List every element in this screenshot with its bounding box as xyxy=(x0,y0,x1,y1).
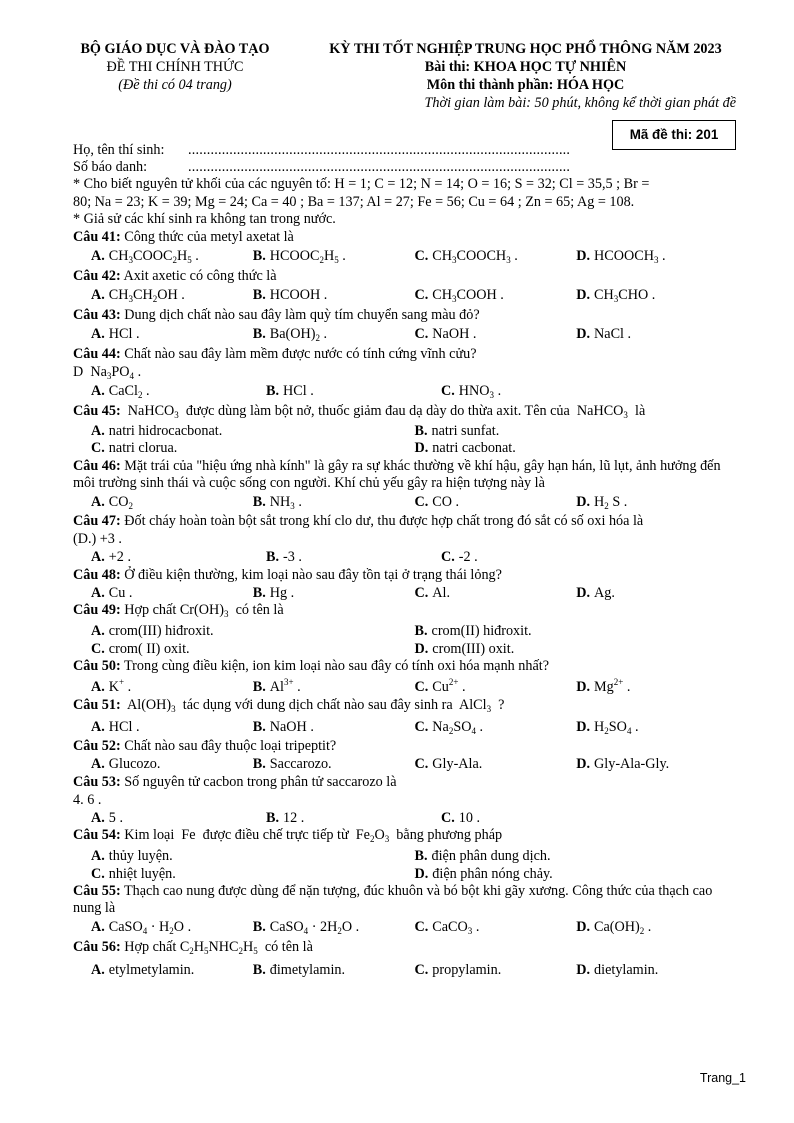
option-a[interactable]: A. $CH_3CH_2OH$ . xyxy=(91,287,185,305)
option-b[interactable]: B. đimetylamin. xyxy=(252,961,346,978)
question-42: Câu 42: Axit axetic có công thức là xyxy=(73,267,277,284)
options-55 xyxy=(73,918,738,939)
question-41 xyxy=(73,229,738,247)
option-c[interactable]: C. $Na_2SO_4$ . xyxy=(414,718,484,736)
question-48: Câu 48: Ở điều kiện thường, kim loại nào sau đây tồn tại ở trạng thái lỏng? xyxy=(73,566,502,583)
option-d[interactable]: D. natri cacbonat. xyxy=(414,440,516,457)
option-d[interactable]: D. $CH_3CHO$ . xyxy=(576,287,656,305)
option-c[interactable]: C. nhiệt luyện. xyxy=(91,865,176,882)
question-54: Câu 54: Kim loại Fe được điều chế trực tiếp từ $Fe_2O_3$ bằng phương pháp xyxy=(73,827,503,845)
question-text: Công thức của metyl axetat là xyxy=(124,228,294,245)
question-49: Câu 49: Hợp chất $Cr(OH)_3$ có tên là xyxy=(73,602,284,620)
option-c[interactable]: C. crom( II) oxit. xyxy=(91,640,190,657)
student-name-label: Họ, tên thí sinh: xyxy=(73,142,165,158)
question-56: Câu 56: Hợp chất $C_2H_5NHC_2H_5$ có tên là xyxy=(73,938,313,956)
options-48 xyxy=(73,585,738,603)
option-d[interactable]: D. $Ca(OH)_2$ . xyxy=(576,919,652,937)
note-line-2: 80; Na = 23; K = 39; Mg = 24; Ca = 40 ; Ba = 137; Al = 27; Fe = 56; Cu = 64 ; Zn = 65; Ag = 108. xyxy=(73,193,635,210)
question-44: Câu 44: Chất nào sau đây làm mềm được nước có tính cứng vĩnh cửu? xyxy=(73,345,477,362)
question-label: Câu 41: xyxy=(73,228,121,245)
option-a[interactable]: A. natri hidrocacbonat. xyxy=(91,422,223,439)
option-b[interactable]: B. HCl . xyxy=(266,383,314,400)
options-41 xyxy=(73,247,738,268)
option-c[interactable]: C. NaOH . xyxy=(414,326,477,343)
header-right xyxy=(293,41,758,113)
option-a[interactable]: A. crom(III) hiđroxit. xyxy=(91,623,214,640)
exam-title: KỲ THI TỐT NGHIỆP TRUNG HỌC PHỔ THÔNG NĂM 2023 xyxy=(329,41,722,57)
option-a[interactable]: A. etylmetylamin. xyxy=(91,961,195,978)
student-id-row xyxy=(73,159,738,176)
option-b[interactable]: B. Saccarozo. xyxy=(252,756,332,773)
question-52: Câu 52: Chất nào sau đây thuộc loại tripeptit? xyxy=(73,738,337,755)
option-c[interactable]: C. Al. xyxy=(414,584,451,601)
official-label: ĐỀ THI CHÍNH THỨC xyxy=(106,59,244,75)
option-d[interactable]: D. dietylamin. xyxy=(576,961,659,978)
ministry-name: BỘ GIÁO DỤC VÀ ĐÀO TẠO xyxy=(80,41,270,57)
option-a[interactable]: A. HCl . xyxy=(91,326,140,343)
option-d-stray[interactable]: (D.) +3 . xyxy=(73,531,122,548)
note-line-1: * Cho biết nguyên tử khối của các nguyên tố: H = 1; C = 12; N = 14; O = 16; S = 32; Cl = 35,5 ; Br = xyxy=(73,176,650,192)
header-left xyxy=(66,41,284,95)
option-c[interactable]: C. CO . xyxy=(414,493,460,510)
option-c[interactable]: C. $HNO_3$ . xyxy=(441,383,502,401)
option-a[interactable]: A. K+ . xyxy=(91,676,132,695)
option-c[interactable]: C. -2 . xyxy=(441,549,478,566)
page-count: (Đề thi có 04 trang) xyxy=(118,77,232,93)
options-43 xyxy=(73,325,738,346)
option-d[interactable]: D. điện phân nóng chảy. xyxy=(414,865,553,882)
options-51 xyxy=(73,717,738,738)
options-47 xyxy=(73,549,738,567)
option-c[interactable]: C. propylamin. xyxy=(414,961,502,978)
page-number: Trang_1 xyxy=(699,1071,746,1085)
question-47: Câu 47: Đốt cháy hoàn toàn bột sắt trong khí clo dư, thu được hợp chất trong đó sắt có số oxi hóa là xyxy=(73,513,644,530)
option-b[interactable]: B. $Al^{3+}$ . xyxy=(252,676,301,695)
option-a[interactable]: A. $CH_3COOC_2H_5$ . xyxy=(91,248,199,266)
option-d[interactable]: D. $H_2SO_4$ . xyxy=(576,718,639,736)
option-b[interactable]: B. NaOH . xyxy=(252,718,314,735)
student-id-field[interactable]: ...................................................................................................... xyxy=(188,159,571,175)
option-d[interactable]: D. crom(III) oxit. xyxy=(414,640,515,657)
option-d[interactable]: D. $HCOOCH_3$ . xyxy=(576,248,666,266)
test-name: Bài thi: KHOA HỌC TỰ NHIÊN xyxy=(424,59,627,75)
option-c[interactable]: C. $CH_3COOCH_3$ . xyxy=(414,248,518,266)
note-line-3: * Giả sử các khí sinh ra không tan trong nước. xyxy=(73,211,336,227)
exam-body xyxy=(73,142,738,981)
subject-name: Môn thi thành phần: HÓA HỌC xyxy=(426,77,625,93)
options-56 xyxy=(73,960,738,981)
time-limit: Thời gian làm bài: 50 phút, không kể thời gian phát đề xyxy=(424,95,736,111)
question-53: Câu 53: Số nguyên tử cacbon trong phân tử saccarozo là xyxy=(73,773,397,790)
student-name-field[interactable]: ...................................................................................................... xyxy=(188,142,571,158)
option-b[interactable]: B. điện phân dung dịch. xyxy=(414,848,551,865)
option-a[interactable]: A. CaSO$_4$ · $H_2O$ . xyxy=(91,919,192,937)
options-44 xyxy=(73,382,738,403)
option-b[interactable]: B. -3 . xyxy=(266,549,302,566)
options-53 xyxy=(73,810,738,828)
option-a[interactable]: A. $CO_2$ xyxy=(91,493,134,511)
option-c[interactable]: C. CaCO$_3$ . xyxy=(414,919,480,937)
option-b[interactable]: B. $Ba(OH)_2$ . xyxy=(252,326,328,344)
option-c[interactable]: C. natri clorua. xyxy=(91,440,178,457)
options-45-row2 xyxy=(73,440,738,458)
option-d-stray[interactable]: 4. 6 . xyxy=(73,791,102,808)
options-54-row2 xyxy=(73,866,738,884)
options-46 xyxy=(73,492,738,513)
option-c[interactable]: C. Gly-Ala. xyxy=(414,756,483,773)
option-d[interactable]: D. NaCl . xyxy=(576,326,632,343)
option-b[interactable]: B. Hg . xyxy=(252,584,295,601)
option-a[interactable]: A. Cu . xyxy=(91,584,133,601)
options-45-row1 xyxy=(73,423,738,441)
option-d[interactable]: D. Gly-Ala-Gly. xyxy=(576,756,670,773)
option-a[interactable]: A. +2 . xyxy=(91,549,131,566)
student-id-label: Số báo danh: xyxy=(73,159,148,175)
option-b[interactable]: B. 12 . xyxy=(266,809,305,826)
option-d[interactable]: D. $H_2$ S . xyxy=(576,493,628,511)
option-a[interactable]: A. 5 . xyxy=(91,809,123,826)
option-b[interactable]: B. crom(II) hiđroxit. xyxy=(414,623,532,640)
student-name-row xyxy=(73,142,738,159)
option-b[interactable]: B. natri sunfat. xyxy=(414,422,500,439)
question-43: Câu 43: Dung dịch chất nào sau đây làm quỳ tím chuyển sang màu đỏ? xyxy=(73,306,480,323)
option-b[interactable]: B. HCOOH . xyxy=(252,287,328,304)
question-51: Câu 51: $Al(OH)_3$ tác dụng với dung dịch chất nào sau đây sinh ra AlCl$_3$ ? xyxy=(73,697,505,715)
options-49-row2 xyxy=(73,641,738,659)
options-54-row1 xyxy=(73,848,738,866)
option-b[interactable]: B. $HCOOC_2H_5$ . xyxy=(252,248,346,266)
option-a[interactable]: A. HCl . xyxy=(91,718,140,735)
option-a[interactable]: A. Glucozo. xyxy=(91,756,161,773)
question-50: Câu 50: Trong cùng điều kiện, ion kim loại nào sau đây có tính oxi hóa mạnh nhất? xyxy=(73,658,550,675)
exam-code-box: Mã đề thi: 201 xyxy=(612,120,736,150)
option-c[interactable]: C. 10 . xyxy=(441,809,481,826)
question-55: Câu 55: Thạch cao nung được dùng để nặn tượng, đúc khuôn và bó bột khi gãy xương. Công thức của thạch cao nung là xyxy=(73,883,713,917)
option-b[interactable]: B. CaSO$_4$ · $2H_2O$ . xyxy=(252,919,360,937)
option-a[interactable]: A. CaCl$_2$ . xyxy=(91,383,150,401)
question-45: Câu 45: NaHCO$_3$ được dùng làm bột nở, thuốc giảm đau dạ dày do thừa axit. Tên của NaHCO$_3$ là xyxy=(73,402,646,420)
option-a[interactable]: A. thủy luyện. xyxy=(91,848,173,865)
option-d[interactable]: D. Ag. xyxy=(576,584,615,601)
option-c[interactable]: C. $CH_3COOH$ . xyxy=(414,287,504,305)
option-b[interactable]: B. $NH_3$ . xyxy=(252,493,302,511)
option-d-stray[interactable]: D $Na_3PO_4$ . xyxy=(73,363,142,381)
question-46: Câu 46: Mặt trái của "hiệu ứng nhà kính" là gây ra sự khác thường về khí hậu, gây hạn hán, lũ lụt, ảnh hưởng đến môi trường sinh thái và cuộc sống con người. Khí chủ yếu gây ra hiện tượng này là xyxy=(73,457,721,491)
options-50 xyxy=(73,676,738,697)
options-52 xyxy=(73,756,738,774)
option-d[interactable]: D. $Mg^{2+}$ . xyxy=(576,676,631,695)
option-c[interactable]: C. $Cu^{2+}$ . xyxy=(414,676,466,695)
options-49-row1 xyxy=(73,623,738,641)
options-42 xyxy=(73,286,738,307)
